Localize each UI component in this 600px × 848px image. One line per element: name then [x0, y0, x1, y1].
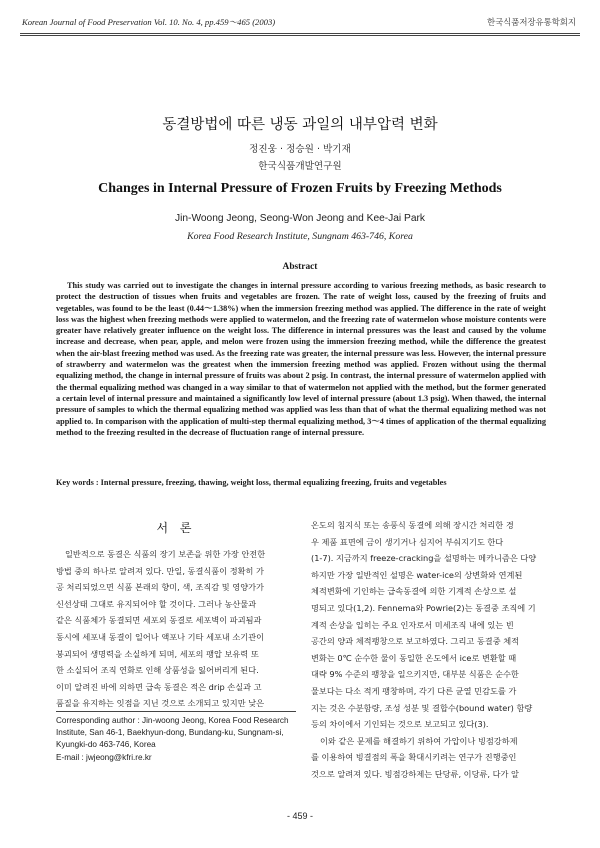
intro-line: 등의 차이에서 기인되는 것으로 보고되고 있다(3).	[311, 719, 489, 730]
intro-line: 신선상태 그대로 유지되어야 할 것이다. 그러나 농산물과	[56, 598, 257, 609]
intro-line: 것으로 알려져 있다. 빙점강하제는 단당류, 이당류, 다가 알	[311, 768, 519, 779]
intro-line: 계적 손상을 입히는 주요 인자로서 미세조직 내에 있는 빈	[311, 619, 514, 630]
footnote-email: E-mail : jwjeong@kfri.re.kr	[56, 752, 152, 762]
intro-line: 같은 식품체가 동결되면 세포외 동결로 세포벽이 파괴됨과	[56, 615, 262, 626]
corresponding-author-footnote	[56, 715, 296, 764]
korean-affiliation: 한국식품개발연구원	[258, 161, 342, 172]
english-affiliation: Korea Food Research Institute, Sungnam 463-746, Korea	[187, 231, 413, 242]
intro-line: 이미 알려진 바에 의하면 급속 동결은 적은 drip 손실과 고	[56, 681, 262, 692]
intro-line: 이와 같은 문제를 해결하기 위하여 가압이나 빙점강하제	[320, 735, 518, 746]
intro-line: 지는 것은 수분함량, 조성 성분 및 결합수(bound water) 함량	[311, 702, 533, 713]
intro-line: 물보다는 다소 적게 팽창하며, 각기 다른 균열 민감도를 가	[311, 685, 517, 696]
intro-line: 를 이용하여 빙결점의 폭을 확대시키려는 연구가 진행중인	[311, 752, 517, 763]
footnote-rule	[56, 711, 296, 712]
intro-left-column	[56, 546, 296, 712]
intro-line: 하지만 가장 일반적인 설명은 water-ice의 상변화와 연계된	[311, 569, 523, 580]
footnote-line: Corresponding author : Jin-woong Jeong, Korea Food Research	[56, 716, 289, 725]
footnote-line: Kyungki-do 463-746, Korea	[56, 740, 156, 750]
intro-line: (1-7). 지금까지 freeze-cracking을 설명하는 메카니즘은 다양	[311, 553, 537, 564]
intro-line: 우 제품 표면에 금이 생기거나 심지어 부숴지기도 한다	[311, 536, 504, 547]
intro-line: 명되고 있다(1,2). Fennema와 Powrie(2)는 동결중 조직에 기	[311, 602, 536, 613]
keywords: Key words : Internal pressure, freezing, thawing, weight loss, thermal equalizing freezing, fruits and vegetables	[56, 478, 447, 487]
abstract-text: This study was carried out to investigate the changes in internal pressure according to various freezing methods, as basic research to protect the destruction of tissues when fruits and vegetables are frozen. The rate of weight loss, caused by the freezing of fruits and vegetables, was found to be the least (0.44～1.38%) when the immersion freezing method was applied. The difference in the rate of weight loss was the highest when freezing methods were applied to watermelon, and the freezing rate of watermelon whose moisture contents were greater have relatively greater influence on the weight loss. The difference in internal pressures was the least and caused by the volume increase and decrease, when pear, apple, and melon were frozen using the immersion freezing method, while the difference the greatest when the air-blast freezing method was used. As the freezing rate was greater, the internal pressure was less. However, the internal pressure of strawberry and watermelon was the greatest when the immersion freezing method was applied. Frozen without using the thermal equalizing method, the change in internal pressure of fruits was about 2 psig. In contrast, the internal pressure of watermelon applied with the thermal equalizing method was changed in a way similar to that of watermelon not applied with the method, but the former generated a certain level of internal pressure and maintained a significantly low level of internal pressure (about 1.3 psig). When thawed, the internal pressure of samples to which the thermal equalizing method was applied was less than that of what the thermal equalizing method was not applied to. In comparison with the application of multi-step thermal equalizing method, 3～4 times of application of the thermal equalizing method to the freezing resulted in the decrease of fluctuation range of internal pressure.	[56, 281, 546, 437]
korean-title: 동결방법에 따른 냉동 과일의 내부압력 변화	[162, 117, 438, 133]
header-rule	[20, 33, 580, 34]
abstract-body	[56, 280, 546, 438]
intro-right-column	[311, 517, 554, 783]
korean-authors: 정진웅 · 정승원 · 박기재	[249, 144, 351, 155]
intro-line: 품질을 유지하는 잇점을 지닌 것으로 소개되고 있지만 낮은	[56, 698, 265, 709]
intro-line: 대략 9% 수준의 팽창을 일으키지만, 대부분 식품은 순수한	[311, 669, 519, 680]
english-title: Changes in Internal Pressure of Frozen Fruits by Freezing Methods	[98, 181, 502, 196]
footnote-line: Institute, San 46-1, Baekhyun-dong, Bundang-ku, Sungnam-si,	[56, 728, 284, 738]
intro-line: 체적변화에 기인하는 급속동결에 의한 기계적 손상으로 설	[311, 586, 517, 597]
intro-line: 변화는 0℃ 순수한 물이 동일한 온도에서 ice로 변환할 때	[311, 652, 517, 663]
english-authors: Jin-Woong Jeong, Seong-Won Jeong and Kee-Jai Park	[175, 213, 425, 224]
intro-line: 한 소실되어 조직 연화로 인해 상품성을 잃어버리게 된다.	[56, 665, 259, 676]
header-rule-double	[20, 35, 580, 36]
intro-line: 방법 중의 하나로 알려져 있다. 만일, 동결식품이 정확히 가	[56, 565, 264, 576]
intro-line: 온도의 침지식 또는 송풍식 동결에 의해 장시간 처리한 경	[311, 520, 514, 530]
abstract-heading: Abstract	[282, 262, 318, 272]
section-heading-introduction: 서 론	[156, 521, 196, 535]
intro-line: 동시에 세포내 동결이 일어나 액포나 기타 세포내 소기관이	[56, 631, 265, 642]
intro-line: 붕괴되어 생명력을 소실하게 되며, 세포의 팽압 보유력 또	[56, 648, 259, 659]
intro-line: 공 처리되었으면 식품 본래의 향미, 색, 조직감 및 영양가가	[56, 582, 264, 593]
page-number: - 459 -	[286, 811, 313, 821]
intro-line: 일반적으로 동결은 식품의 장기 보존을 위한 가장 안전한	[65, 549, 266, 559]
society-name: 한국식품저장유통학회지	[487, 17, 576, 27]
intro-line: 공간의 양과 체적팽창으로 보고하였다. 그리고 동결중 체적	[311, 636, 520, 647]
journal-citation: Korean Journal of Food Preservation Vol. 10. No. 4, pp.459～465 (2003)	[22, 17, 276, 27]
